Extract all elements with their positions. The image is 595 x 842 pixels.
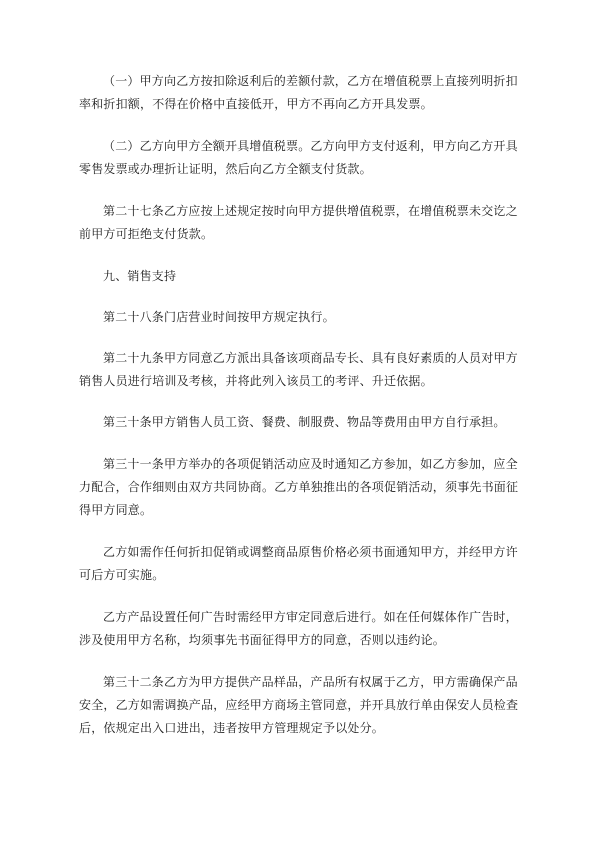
document-body (79, 70, 521, 740)
paragraph-payment-method-2: （二）乙方向甲方全额开具增值税票。乙方向甲方支付返利，甲方向乙方开具零售发票或办理折让证明，然后向乙方全额支付货款。 (79, 139, 518, 176)
paragraph-article-28: 第二十八条门店营业时间按甲方规定执行。 (103, 310, 335, 324)
paragraph-article-32: 第三十二条乙方为甲方提供产品样品，产品所有权属于乙方，甲方需确保产品安全，乙方如需调换产品，应经甲方商场主管同意，并开具放行单由保安人员检查后，依规定出入口进出，违者按甲方管理规定予以处分。 (79, 675, 519, 735)
paragraph-article-29: 第二十九条甲方同意乙方派出具备该项商品专长、具有良好素质的人员对甲方销售人员进行培训及考核，并将此列入该员工的考评、升迁依据。 (79, 351, 518, 388)
paragraph-article-27: 第二十七条乙方应按上述规定按时向甲方提供增值税票，在增值税票未交讫之前甲方可拒绝支付货款。 (79, 204, 518, 241)
paragraph-discount-notice: 乙方如需作任何折扣促销或调整商品原售价格必须书面通知甲方，并经甲方许可后方可实施。 (79, 545, 518, 582)
paragraph-article-30: 第三十条甲方销售人员工资、餐费、制服费、物品等费用由甲方自行承担。 (103, 415, 506, 429)
paragraph-advertising: 乙方产品设置任何广告时需经甲方审定同意后进行。如在任何媒体作广告时，涉及使用甲方名称，均须事先书面征得甲方的同意，否则以违约论。 (79, 610, 518, 647)
paragraph-article-31: 第三十一条甲方举办的各项促销活动应及时通知乙方参加，如乙方参加，应全力配合，合作细则由双方共同协商。乙方单独推出的各项促销活动，须事先书面征得甲方同意。 (79, 457, 519, 517)
section-heading-sales-support: 九、销售支持 (103, 269, 177, 283)
paragraph-payment-method-1: （一）甲方向乙方按扣除返利后的差额付款，乙方在增值税票上直接列明折扣率和折扣额，不得在价格中直接低开，甲方不再向乙方开具发票。 (79, 74, 518, 111)
